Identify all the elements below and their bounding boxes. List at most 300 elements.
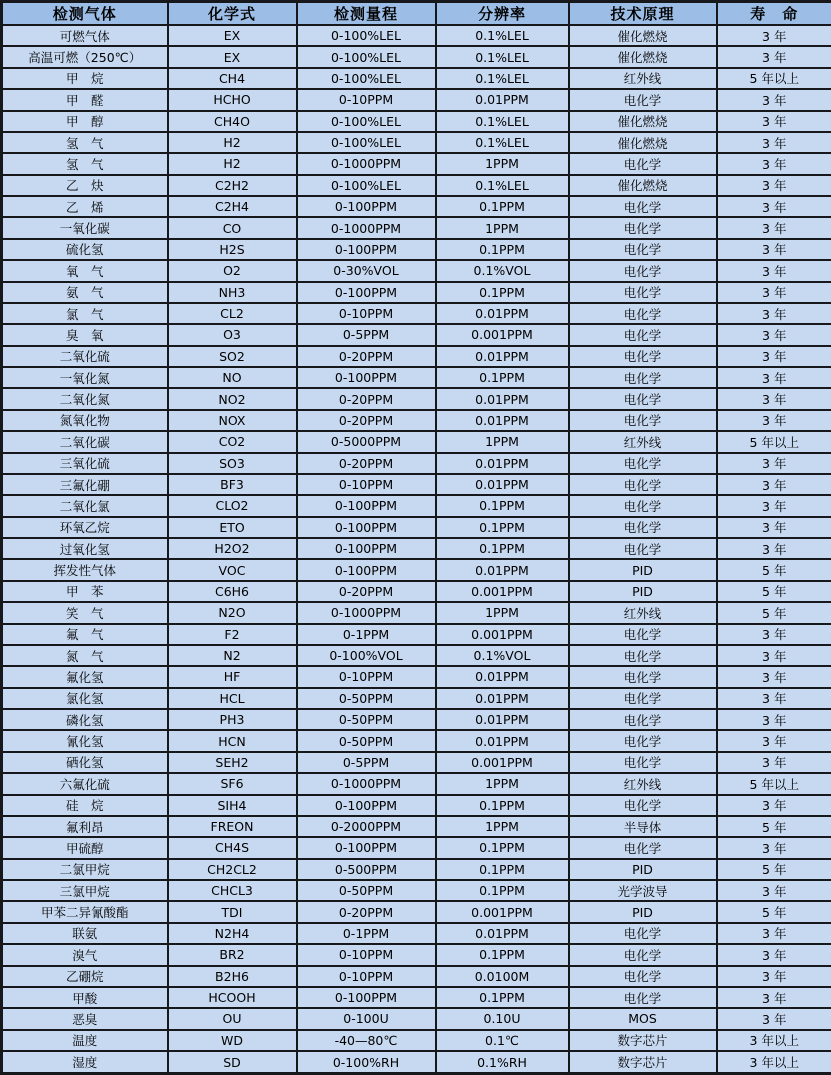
cell-resolution: 0.001PPM (436, 324, 569, 345)
cell-gas-name: 氨 气 (2, 282, 168, 303)
cell-range: 0-100PPM (297, 837, 436, 858)
table-row (2, 282, 831, 303)
cell-formula: OU (168, 1008, 297, 1029)
table-row (2, 923, 831, 944)
cell-principle: 催化燃烧 (569, 25, 717, 46)
cell-range: 0-50PPM (297, 709, 436, 730)
table-row (2, 453, 831, 474)
cell-range: 0-100%RH (297, 1051, 436, 1074)
cell-range: 0-5PPM (297, 324, 436, 345)
cell-gas-name: 可燃气体 (2, 25, 168, 46)
table-row (2, 816, 831, 837)
column-header-gas-name: 检测气体 (2, 2, 168, 26)
cell-lifespan: 3 年 (717, 89, 831, 110)
cell-range: 0-5PPM (297, 752, 436, 773)
cell-lifespan: 3 年 (717, 282, 831, 303)
cell-gas-name: 笑 气 (2, 602, 168, 623)
table-row (2, 795, 831, 816)
cell-lifespan: 3 年 (717, 388, 831, 409)
cell-lifespan: 3 年 (717, 923, 831, 944)
cell-gas-name: 高温可燃（250℃） (2, 46, 168, 67)
cell-range: 0-20PPM (297, 346, 436, 367)
table-row (2, 260, 831, 281)
cell-resolution: 0.01PPM (436, 709, 569, 730)
cell-principle: 电化学 (569, 688, 717, 709)
cell-gas-name: 恶臭 (2, 1008, 168, 1029)
cell-resolution: 0.1PPM (436, 495, 569, 516)
cell-principle: 电化学 (569, 453, 717, 474)
table-row (2, 89, 831, 110)
cell-gas-name: 二氧化硫 (2, 346, 168, 367)
cell-range: 0-50PPM (297, 730, 436, 751)
cell-lifespan: 3 年 (717, 346, 831, 367)
cell-principle: 电化学 (569, 260, 717, 281)
cell-lifespan: 3 年 (717, 709, 831, 730)
cell-formula: EX (168, 46, 297, 67)
cell-lifespan: 3 年 (717, 260, 831, 281)
cell-resolution: 0.01PPM (436, 346, 569, 367)
cell-lifespan: 3 年 (717, 132, 831, 153)
cell-formula: FREON (168, 816, 297, 837)
cell-range: 0-20PPM (297, 410, 436, 431)
cell-lifespan: 3 年 (717, 196, 831, 217)
cell-principle: 电化学 (569, 153, 717, 174)
cell-principle: 电化学 (569, 324, 717, 345)
cell-range: 0-5000PPM (297, 431, 436, 452)
cell-lifespan: 3 年以上 (717, 1051, 831, 1074)
cell-principle: 电化学 (569, 474, 717, 495)
table-row (2, 944, 831, 965)
column-header-lifespan: 寿 命 (717, 2, 831, 26)
cell-principle: 电化学 (569, 303, 717, 324)
cell-lifespan: 3 年 (717, 880, 831, 901)
cell-formula: SO3 (168, 453, 297, 474)
cell-range: -40—80℃ (297, 1030, 436, 1051)
cell-range: 0-1000PPM (297, 602, 436, 623)
cell-range: 0-100PPM (297, 559, 436, 580)
table-row (2, 752, 831, 773)
cell-lifespan: 3 年 (717, 239, 831, 260)
cell-principle: 电化学 (569, 837, 717, 858)
cell-gas-name: 氢 气 (2, 132, 168, 153)
table-row (2, 688, 831, 709)
cell-resolution: 0.1PPM (436, 987, 569, 1008)
cell-range: 0-100PPM (297, 196, 436, 217)
cell-formula: H2O2 (168, 538, 297, 559)
cell-resolution: 0.01PPM (436, 453, 569, 474)
table-header (2, 2, 831, 26)
cell-resolution: 0.001PPM (436, 624, 569, 645)
cell-range: 0-100U (297, 1008, 436, 1029)
cell-resolution: 0.001PPM (436, 581, 569, 602)
cell-resolution: 0.1PPM (436, 239, 569, 260)
cell-formula: CO2 (168, 431, 297, 452)
cell-lifespan: 3 年 (717, 453, 831, 474)
cell-formula: CO (168, 217, 297, 238)
cell-resolution: 0.01PPM (436, 688, 569, 709)
cell-resolution: 0.01PPM (436, 666, 569, 687)
cell-formula: C2H4 (168, 196, 297, 217)
cell-gas-name: 甲 醇 (2, 111, 168, 132)
cell-formula: O2 (168, 260, 297, 281)
table-row (2, 367, 831, 388)
cell-principle: 电化学 (569, 346, 717, 367)
cell-range: 0-1PPM (297, 624, 436, 645)
cell-range: 0-10PPM (297, 474, 436, 495)
cell-principle: PID (569, 901, 717, 922)
cell-lifespan: 5 年 (717, 602, 831, 623)
cell-resolution: 0.1PPM (436, 944, 569, 965)
table-row (2, 324, 831, 345)
cell-principle: 电化学 (569, 944, 717, 965)
cell-range: 0-10PPM (297, 89, 436, 110)
cell-lifespan: 3 年 (717, 730, 831, 751)
cell-lifespan: 3 年 (717, 46, 831, 67)
cell-formula: CH4O (168, 111, 297, 132)
cell-resolution: 1PPM (436, 217, 569, 238)
table-row (2, 346, 831, 367)
table-row (2, 645, 831, 666)
cell-formula: O3 (168, 324, 297, 345)
table-body (2, 25, 831, 1074)
cell-lifespan: 3 年 (717, 624, 831, 645)
cell-resolution: 0.1%LEL (436, 175, 569, 196)
cell-resolution: 0.1PPM (436, 196, 569, 217)
cell-range: 0-1000PPM (297, 153, 436, 174)
cell-principle: 电化学 (569, 666, 717, 687)
cell-resolution: 0.1PPM (436, 517, 569, 538)
cell-principle: 红外线 (569, 431, 717, 452)
table-row (2, 837, 831, 858)
cell-resolution: 0.1%LEL (436, 132, 569, 153)
cell-lifespan: 3 年 (717, 495, 831, 516)
cell-range: 0-100PPM (297, 517, 436, 538)
cell-principle: 电化学 (569, 966, 717, 987)
table-row (2, 624, 831, 645)
table-row (2, 581, 831, 602)
cell-gas-name: 湿度 (2, 1051, 168, 1074)
cell-resolution: 0.1℃ (436, 1030, 569, 1051)
cell-formula: HCL (168, 688, 297, 709)
cell-formula: CL2 (168, 303, 297, 324)
table-row (2, 709, 831, 730)
cell-gas-name: 磷化氢 (2, 709, 168, 730)
cell-principle: MOS (569, 1008, 717, 1029)
cell-principle: 电化学 (569, 795, 717, 816)
cell-gas-name: 甲硫醇 (2, 837, 168, 858)
cell-lifespan: 3 年 (717, 303, 831, 324)
cell-gas-name: 氟化氢 (2, 666, 168, 687)
cell-gas-name: 二氧化氯 (2, 495, 168, 516)
cell-resolution: 1PPM (436, 816, 569, 837)
table-row (2, 46, 831, 67)
cell-principle: 电化学 (569, 89, 717, 110)
table-row (2, 966, 831, 987)
cell-principle: PID (569, 559, 717, 580)
cell-resolution: 0.1%RH (436, 1051, 569, 1074)
cell-range: 0-100%LEL (297, 68, 436, 89)
cell-lifespan: 5 年 (717, 816, 831, 837)
table-row (2, 602, 831, 623)
cell-principle: 电化学 (569, 923, 717, 944)
cell-principle: 电化学 (569, 517, 717, 538)
cell-gas-name: 氰化氢 (2, 730, 168, 751)
table-header-row (2, 2, 831, 26)
cell-range: 0-100PPM (297, 282, 436, 303)
cell-range: 0-50PPM (297, 880, 436, 901)
table-row (2, 68, 831, 89)
cell-resolution: 0.1PPM (436, 837, 569, 858)
table-row (2, 517, 831, 538)
cell-resolution: 0.01PPM (436, 559, 569, 580)
cell-lifespan: 3 年 (717, 175, 831, 196)
cell-lifespan: 3 年以上 (717, 1030, 831, 1051)
cell-gas-name: 过氧化氢 (2, 538, 168, 559)
cell-lifespan: 5 年以上 (717, 773, 831, 794)
cell-resolution: 0.1%LEL (436, 25, 569, 46)
cell-lifespan: 3 年 (717, 25, 831, 46)
cell-formula: NO2 (168, 388, 297, 409)
table-row (2, 217, 831, 238)
cell-range: 0-10PPM (297, 666, 436, 687)
cell-gas-name: 乙硼烷 (2, 966, 168, 987)
table-row (2, 666, 831, 687)
table-row (2, 559, 831, 580)
cell-principle: 电化学 (569, 730, 717, 751)
cell-resolution: 0.1PPM (436, 538, 569, 559)
cell-formula: CHCL3 (168, 880, 297, 901)
cell-principle: 电化学 (569, 624, 717, 645)
cell-formula: CH4S (168, 837, 297, 858)
cell-range: 0-100PPM (297, 538, 436, 559)
cell-range: 0-20PPM (297, 388, 436, 409)
cell-resolution: 0.01PPM (436, 303, 569, 324)
cell-gas-name: 硅 烷 (2, 795, 168, 816)
cell-principle: 电化学 (569, 709, 717, 730)
cell-gas-name: 甲 烷 (2, 68, 168, 89)
cell-resolution: 1PPM (436, 602, 569, 623)
cell-lifespan: 3 年 (717, 517, 831, 538)
cell-gas-name: 六氟化硫 (2, 773, 168, 794)
table-row (2, 538, 831, 559)
cell-resolution: 0.1PPM (436, 282, 569, 303)
cell-range: 0-100PPM (297, 795, 436, 816)
table-row (2, 196, 831, 217)
cell-principle: 电化学 (569, 495, 717, 516)
cell-gas-name: 溴气 (2, 944, 168, 965)
cell-gas-name: 甲 醛 (2, 89, 168, 110)
cell-formula: TDI (168, 901, 297, 922)
table-row (2, 1030, 831, 1051)
cell-formula: N2 (168, 645, 297, 666)
cell-principle: 光学波导 (569, 880, 717, 901)
cell-gas-name: 氢 气 (2, 153, 168, 174)
cell-lifespan: 3 年 (717, 153, 831, 174)
cell-gas-name: 一氧化氮 (2, 367, 168, 388)
cell-resolution: 0.1%LEL (436, 68, 569, 89)
cell-principle: 红外线 (569, 773, 717, 794)
cell-range: 0-100PPM (297, 495, 436, 516)
table-row (2, 303, 831, 324)
cell-range: 0-100%LEL (297, 175, 436, 196)
cell-principle: 电化学 (569, 196, 717, 217)
cell-lifespan: 3 年 (717, 217, 831, 238)
table-row (2, 773, 831, 794)
table-row (2, 431, 831, 452)
cell-formula: BR2 (168, 944, 297, 965)
cell-principle: 催化燃烧 (569, 175, 717, 196)
table-row (2, 730, 831, 751)
table-row (2, 1008, 831, 1029)
cell-formula: HCHO (168, 89, 297, 110)
cell-range: 0-100PPM (297, 367, 436, 388)
cell-lifespan: 3 年 (717, 752, 831, 773)
cell-resolution: 0.01PPM (436, 730, 569, 751)
cell-lifespan: 5 年以上 (717, 431, 831, 452)
cell-resolution: 0.1%VOL (436, 260, 569, 281)
cell-resolution: 0.1PPM (436, 795, 569, 816)
cell-gas-name: 一氧化碳 (2, 217, 168, 238)
cell-lifespan: 5 年以上 (717, 68, 831, 89)
cell-formula: VOC (168, 559, 297, 580)
cell-gas-name: 二氯甲烷 (2, 859, 168, 880)
cell-gas-name: 三氯甲烷 (2, 880, 168, 901)
cell-gas-name: 二氧化碳 (2, 431, 168, 452)
cell-formula: EX (168, 25, 297, 46)
column-header-principle: 技术原理 (569, 2, 717, 26)
cell-formula: C2H2 (168, 175, 297, 196)
cell-gas-name: 氧 气 (2, 260, 168, 281)
cell-formula: SF6 (168, 773, 297, 794)
cell-gas-name: 氯 气 (2, 303, 168, 324)
cell-range: 0-1000PPM (297, 217, 436, 238)
cell-gas-name: 甲 苯 (2, 581, 168, 602)
cell-principle: 电化学 (569, 645, 717, 666)
cell-range: 0-30%VOL (297, 260, 436, 281)
cell-formula: BF3 (168, 474, 297, 495)
cell-resolution: 0.1PPM (436, 367, 569, 388)
cell-resolution: 1PPM (436, 153, 569, 174)
cell-lifespan: 3 年 (717, 645, 831, 666)
cell-range: 0-50PPM (297, 688, 436, 709)
cell-range: 0-100PPM (297, 987, 436, 1008)
cell-range: 0-20PPM (297, 453, 436, 474)
cell-principle: 电化学 (569, 282, 717, 303)
cell-principle: PID (569, 581, 717, 602)
column-header-range: 检测量程 (297, 2, 436, 26)
cell-lifespan: 3 年 (717, 944, 831, 965)
cell-range: 0-100%LEL (297, 46, 436, 67)
table-row (2, 495, 831, 516)
cell-formula: NO (168, 367, 297, 388)
cell-lifespan: 3 年 (717, 837, 831, 858)
cell-gas-name: 甲苯二异氰酸酯 (2, 901, 168, 922)
cell-lifespan: 3 年 (717, 795, 831, 816)
cell-gas-name: 二氧化氮 (2, 388, 168, 409)
cell-resolution: 0.01PPM (436, 923, 569, 944)
cell-formula: F2 (168, 624, 297, 645)
cell-lifespan: 3 年 (717, 538, 831, 559)
cell-lifespan: 3 年 (717, 966, 831, 987)
table-row (2, 175, 831, 196)
cell-lifespan: 3 年 (717, 474, 831, 495)
cell-range: 0-100%LEL (297, 25, 436, 46)
cell-lifespan: 3 年 (717, 666, 831, 687)
cell-lifespan: 5 年 (717, 581, 831, 602)
cell-gas-name: 乙 烯 (2, 196, 168, 217)
table-row (2, 901, 831, 922)
cell-formula: H2S (168, 239, 297, 260)
cell-formula: SO2 (168, 346, 297, 367)
cell-formula: C6H6 (168, 581, 297, 602)
cell-gas-name: 氮 气 (2, 645, 168, 666)
cell-range: 0-500PPM (297, 859, 436, 880)
cell-principle: 催化燃烧 (569, 46, 717, 67)
cell-formula: ETO (168, 517, 297, 538)
cell-range: 0-100PPM (297, 239, 436, 260)
table-row (2, 410, 831, 431)
cell-resolution: 1PPM (436, 773, 569, 794)
cell-principle: 电化学 (569, 388, 717, 409)
cell-formula: WD (168, 1030, 297, 1051)
table-row (2, 132, 831, 153)
cell-range: 0-10PPM (297, 303, 436, 324)
cell-gas-name: 硒化氢 (2, 752, 168, 773)
cell-resolution: 0.001PPM (436, 901, 569, 922)
cell-formula: SD (168, 1051, 297, 1074)
cell-principle: 催化燃烧 (569, 111, 717, 132)
cell-gas-name: 氯化氢 (2, 688, 168, 709)
cell-principle: 电化学 (569, 367, 717, 388)
cell-range: 0-100%LEL (297, 132, 436, 153)
cell-resolution: 0.1PPM (436, 880, 569, 901)
cell-lifespan: 3 年 (717, 688, 831, 709)
cell-formula: HCN (168, 730, 297, 751)
cell-formula: N2H4 (168, 923, 297, 944)
cell-gas-name: 环氧乙烷 (2, 517, 168, 538)
cell-principle: 电化学 (569, 538, 717, 559)
cell-principle: 电化学 (569, 987, 717, 1008)
cell-gas-name: 硫化氢 (2, 239, 168, 260)
cell-resolution: 0.0100M (436, 966, 569, 987)
table-row (2, 388, 831, 409)
cell-gas-name: 氟 气 (2, 624, 168, 645)
cell-principle: PID (569, 859, 717, 880)
cell-lifespan: 5 年 (717, 559, 831, 580)
cell-resolution: 0.01PPM (436, 410, 569, 431)
cell-principle: 电化学 (569, 239, 717, 260)
cell-resolution: 1PPM (436, 431, 569, 452)
cell-formula: H2 (168, 153, 297, 174)
cell-principle: 催化燃烧 (569, 132, 717, 153)
cell-formula: CH4 (168, 68, 297, 89)
cell-principle: 红外线 (569, 68, 717, 89)
cell-range: 0-1PPM (297, 923, 436, 944)
cell-range: 0-20PPM (297, 581, 436, 602)
cell-lifespan: 3 年 (717, 987, 831, 1008)
cell-resolution: 0.1PPM (436, 859, 569, 880)
cell-lifespan: 3 年 (717, 111, 831, 132)
cell-range: 0-10PPM (297, 944, 436, 965)
cell-range: 0-100%LEL (297, 111, 436, 132)
cell-formula: PH3 (168, 709, 297, 730)
cell-principle: 数字芯片 (569, 1051, 717, 1074)
cell-gas-name: 挥发性气体 (2, 559, 168, 580)
table-row (2, 25, 831, 46)
cell-formula: NOX (168, 410, 297, 431)
cell-formula: CH2CL2 (168, 859, 297, 880)
cell-principle: 红外线 (569, 602, 717, 623)
